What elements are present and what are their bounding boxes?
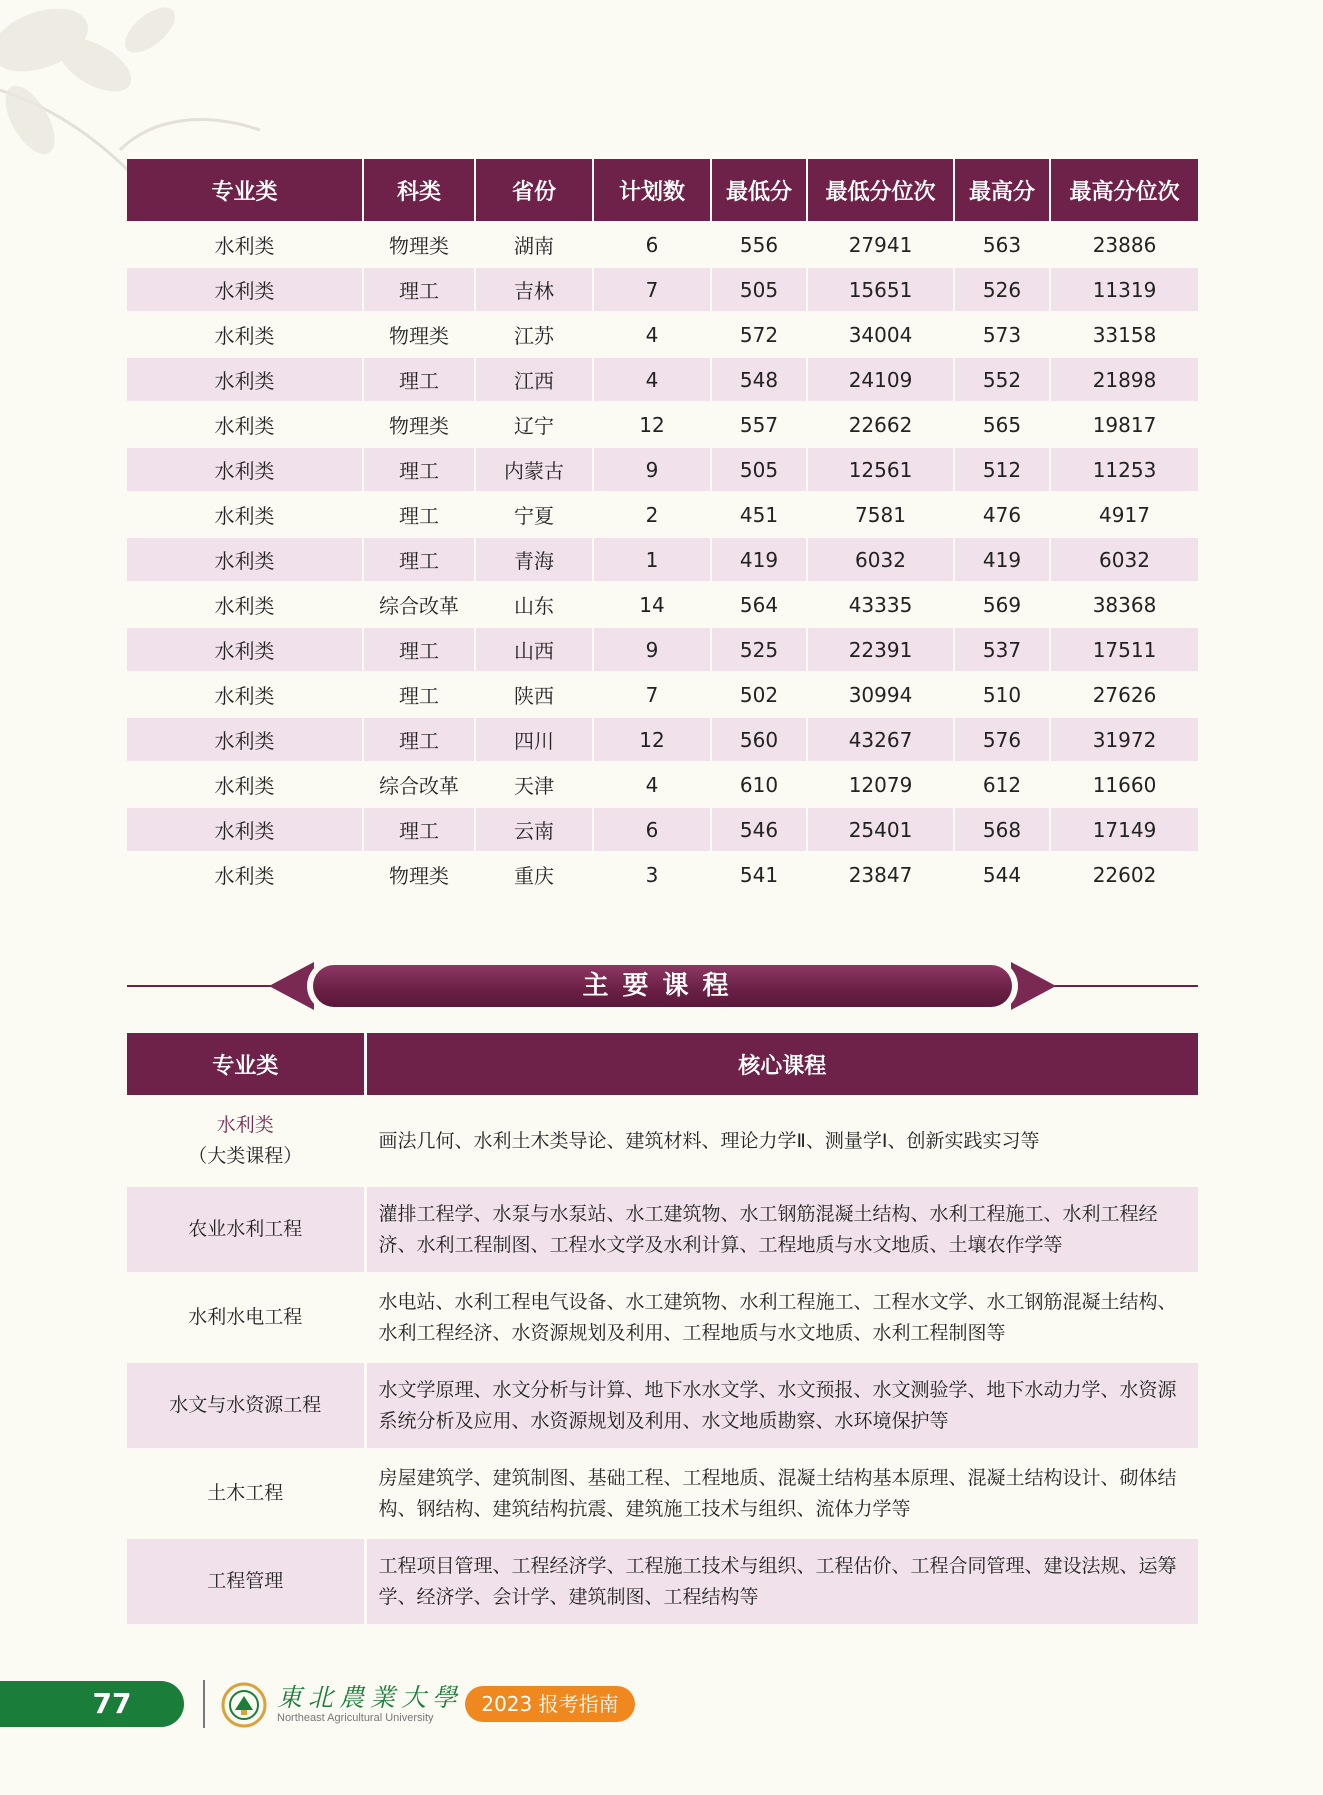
- cell-max-rank: 27626: [1050, 672, 1198, 717]
- cell-plan-count: 12: [593, 717, 711, 762]
- cell-province: 辽宁: [475, 402, 593, 447]
- cell-max-score: 537: [954, 627, 1050, 672]
- admission-row: [127, 492, 1198, 537]
- course-major-cell: [127, 1274, 365, 1362]
- cell-major-category: 水利类: [127, 402, 363, 447]
- cell-province: 四川: [475, 717, 593, 762]
- cell-max-score: 476: [954, 492, 1050, 537]
- cell-max-score: 565: [954, 402, 1050, 447]
- cell-min-rank: 25401: [807, 807, 954, 852]
- cell-plan-count: 7: [593, 267, 711, 312]
- cell-major-category: 水利类: [127, 807, 363, 852]
- cell-min-score: 560: [711, 717, 807, 762]
- cell-max-score: 510: [954, 672, 1050, 717]
- cell-min-rank: 22391: [807, 627, 954, 672]
- cell-major-category: 水利类: [127, 717, 363, 762]
- cell-subject-type: 理工: [363, 717, 475, 762]
- cell-major-category: 水利类: [127, 582, 363, 627]
- cell-subject-type: 物理类: [363, 402, 475, 447]
- cell-major-category: 水利类: [127, 762, 363, 807]
- core-courses-table: [127, 1033, 1198, 1624]
- cell-major-category: 水利类: [127, 852, 363, 896]
- cell-min-score: 572: [711, 312, 807, 357]
- cell-min-rank: 23847: [807, 852, 954, 896]
- course-list-cell: 灌排工程学、水泵与水泵站、水工建筑物、水工钢筋混凝土结构、水利工程施工、水利工程经济、水利工程制图、工程水文学及水利计算、工程地质与水文地质、土壤农作学等: [365, 1186, 1198, 1274]
- cell-plan-count: 2: [593, 492, 711, 537]
- cell-min-score: 505: [711, 447, 807, 492]
- cell-min-score: 541: [711, 852, 807, 896]
- guide-badge: 2023 报考指南: [465, 1686, 635, 1722]
- admission-row: [127, 582, 1198, 627]
- cell-province: 云南: [475, 807, 593, 852]
- cell-plan-count: 4: [593, 312, 711, 357]
- cell-max-score: 573: [954, 312, 1050, 357]
- cell-province: 宁夏: [475, 492, 593, 537]
- cell-max-rank: 21898: [1050, 357, 1198, 402]
- cell-max-rank: 17511: [1050, 627, 1198, 672]
- cell-subject-type: 理工: [363, 267, 475, 312]
- cell-max-rank: 38368: [1050, 582, 1198, 627]
- course-row: [127, 1538, 1198, 1625]
- courses-header-row: [127, 1033, 1198, 1097]
- cell-min-score: 451: [711, 492, 807, 537]
- header-plan-count: 计划数: [593, 159, 711, 222]
- cell-max-rank: 22602: [1050, 852, 1198, 896]
- cell-min-score: 564: [711, 582, 807, 627]
- cell-province: 陕西: [475, 672, 593, 717]
- cell-max-score: 569: [954, 582, 1050, 627]
- cell-plan-count: 9: [593, 447, 711, 492]
- header-core-courses: 核心课程: [365, 1033, 1198, 1097]
- header-min-score: 最低分: [711, 159, 807, 222]
- cell-province: 重庆: [475, 852, 593, 896]
- cell-max-rank: 33158: [1050, 312, 1198, 357]
- course-list-cell: 水文学原理、水文分析与计算、地下水水文学、水文预报、水文测验学、地下水动力学、水资源系统分析及应用、水资源规划及利用、水文地质勘察、水环境保护等: [365, 1362, 1198, 1450]
- course-major-cell: [127, 1097, 365, 1186]
- cell-major-category: 水利类: [127, 447, 363, 492]
- cell-max-score: 552: [954, 357, 1050, 402]
- course-row: [127, 1274, 1198, 1362]
- cell-max-score: 526: [954, 267, 1050, 312]
- cell-min-rank: 43335: [807, 582, 954, 627]
- cell-min-rank: 7581: [807, 492, 954, 537]
- course-major-name: 水利类: [216, 1114, 274, 1136]
- cell-max-rank: 17149: [1050, 807, 1198, 852]
- cell-min-rank: 15651: [807, 267, 954, 312]
- header-province: 省份: [475, 159, 593, 222]
- cell-max-rank: 4917: [1050, 492, 1198, 537]
- cell-min-rank: 22662: [807, 402, 954, 447]
- cell-subject-type: 理工: [363, 357, 475, 402]
- page-number: 77: [0, 1681, 184, 1727]
- cell-max-score: 512: [954, 447, 1050, 492]
- header-max-rank: 最高分位次: [1050, 159, 1198, 222]
- cell-max-score: 568: [954, 807, 1050, 852]
- cell-subject-type: 物理类: [363, 852, 475, 896]
- course-major-cell: [127, 1362, 365, 1450]
- cell-major-category: 水利类: [127, 627, 363, 672]
- heading-rule-right: [1048, 985, 1198, 987]
- cell-province: 内蒙古: [475, 447, 593, 492]
- cell-max-score: 544: [954, 852, 1050, 896]
- cell-subject-type: 综合改革: [363, 582, 475, 627]
- admission-row: [127, 852, 1198, 896]
- course-major-cell: [127, 1538, 365, 1625]
- cell-max-rank: 31972: [1050, 717, 1198, 762]
- course-major-cell: [127, 1450, 365, 1538]
- cell-plan-count: 9: [593, 627, 711, 672]
- footer-divider: [203, 1680, 205, 1728]
- cell-province: 湖南: [475, 222, 593, 267]
- admission-row: [127, 627, 1198, 672]
- cell-min-rank: 34004: [807, 312, 954, 357]
- admission-row: [127, 312, 1198, 357]
- cell-min-score: 419: [711, 537, 807, 582]
- course-list-cell: 画法几何、水利土木类导论、建筑材料、理论力学Ⅱ、测量学Ⅰ、创新实践实习等: [365, 1097, 1198, 1186]
- university-name-en: Northeast Agricultural University: [277, 1712, 434, 1724]
- header-min-rank: 最低分位次: [807, 159, 954, 222]
- header-max-score: 最高分: [954, 159, 1050, 222]
- cell-province: 吉林: [475, 267, 593, 312]
- cell-subject-type: 理工: [363, 807, 475, 852]
- course-list-cell: 水电站、水利工程电气设备、水工建筑物、水利工程施工、工程水文学、水工钢筋混凝土结构、水利工程经济、水资源规划及利用、工程地质与水文地质、水利工程制图等: [365, 1274, 1198, 1362]
- cell-subject-type: 理工: [363, 492, 475, 537]
- admission-header-row: [127, 159, 1198, 222]
- cell-province: 青海: [475, 537, 593, 582]
- cell-max-rank: 19817: [1050, 402, 1198, 447]
- cell-plan-count: 6: [593, 807, 711, 852]
- cell-max-score: 419: [954, 537, 1050, 582]
- admission-row: [127, 222, 1198, 267]
- cell-province: 天津: [475, 762, 593, 807]
- cell-subject-type: 理工: [363, 537, 475, 582]
- cell-plan-count: 4: [593, 357, 711, 402]
- cell-major-category: 水利类: [127, 537, 363, 582]
- cell-plan-count: 1: [593, 537, 711, 582]
- cell-max-score: 563: [954, 222, 1050, 267]
- cell-min-score: 525: [711, 627, 807, 672]
- cell-max-rank: 11319: [1050, 267, 1198, 312]
- header-subject-type: 科类: [363, 159, 475, 222]
- cell-subject-type: 理工: [363, 672, 475, 717]
- cell-province: 山西: [475, 627, 593, 672]
- cell-min-score: 502: [711, 672, 807, 717]
- cell-major-category: 水利类: [127, 312, 363, 357]
- course-major-name: 农业水利工程: [188, 1218, 303, 1240]
- admission-row: [127, 807, 1198, 852]
- cell-min-score: 557: [711, 402, 807, 447]
- course-major-name: 工程管理: [207, 1570, 284, 1592]
- course-list-cell: 房屋建筑学、建筑制图、基础工程、工程地质、混凝土结构基本原理、混凝土结构设计、砌体结构、钢结构、建筑结构抗震、建筑施工技术与组织、流体力学等: [365, 1450, 1198, 1538]
- cell-subject-type: 物理类: [363, 312, 475, 357]
- admission-row: [127, 672, 1198, 717]
- cell-subject-type: 物理类: [363, 222, 475, 267]
- course-row: [127, 1450, 1198, 1538]
- course-row: [127, 1097, 1198, 1186]
- cell-min-rank: 24109: [807, 357, 954, 402]
- cell-province: 江西: [475, 357, 593, 402]
- cell-max-rank: 23886: [1050, 222, 1198, 267]
- cell-subject-type: 综合改革: [363, 762, 475, 807]
- cell-plan-count: 4: [593, 762, 711, 807]
- course-row: [127, 1362, 1198, 1450]
- header-major-category: 专业类: [127, 159, 363, 222]
- university-seal-icon: [221, 1682, 267, 1728]
- cell-max-score: 612: [954, 762, 1050, 807]
- course-major-name: 水文与水资源工程: [169, 1394, 322, 1416]
- cell-min-score: 548: [711, 357, 807, 402]
- cell-min-rank: 6032: [807, 537, 954, 582]
- course-row: [127, 1186, 1198, 1274]
- course-major-name: 土木工程: [207, 1482, 284, 1504]
- cell-min-rank: 27941: [807, 222, 954, 267]
- cell-major-category: 水利类: [127, 672, 363, 717]
- cell-major-category: 水利类: [127, 492, 363, 537]
- admission-row: [127, 357, 1198, 402]
- cell-min-rank: 12079: [807, 762, 954, 807]
- course-major-subtitle: （大类课程）: [188, 1145, 303, 1167]
- cell-min-score: 546: [711, 807, 807, 852]
- cell-province: 山东: [475, 582, 593, 627]
- cell-max-rank: 11660: [1050, 762, 1198, 807]
- course-major-cell: [127, 1186, 365, 1274]
- admission-row: [127, 537, 1198, 582]
- admission-row: [127, 267, 1198, 312]
- cell-min-score: 610: [711, 762, 807, 807]
- cell-plan-count: 12: [593, 402, 711, 447]
- admission-row: [127, 447, 1198, 492]
- cell-major-category: 水利类: [127, 267, 363, 312]
- cell-plan-count: 7: [593, 672, 711, 717]
- cell-plan-count: 6: [593, 222, 711, 267]
- cell-province: 江苏: [475, 312, 593, 357]
- admission-row: [127, 717, 1198, 762]
- course-major-name: 水利水电工程: [188, 1306, 303, 1328]
- university-name-cn: 東北農業大學: [277, 1683, 464, 1712]
- admission-row: [127, 762, 1198, 807]
- cell-max-rank: 11253: [1050, 447, 1198, 492]
- cell-min-rank: 12561: [807, 447, 954, 492]
- cell-major-category: 水利类: [127, 222, 363, 267]
- admission-score-table: [127, 159, 1198, 896]
- cell-plan-count: 3: [593, 852, 711, 896]
- cell-subject-type: 理工: [363, 447, 475, 492]
- cell-max-score: 576: [954, 717, 1050, 762]
- cell-min-rank: 30994: [807, 672, 954, 717]
- cell-min-rank: 43267: [807, 717, 954, 762]
- cell-plan-count: 14: [593, 582, 711, 627]
- cell-subject-type: 理工: [363, 627, 475, 672]
- admission-row: [127, 402, 1198, 447]
- cell-min-score: 556: [711, 222, 807, 267]
- course-list-cell: 工程项目管理、工程经济学、工程施工技术与组织、工程估价、工程合同管理、建设法规、运筹学、经济学、会计学、建筑制图、工程结构等: [365, 1538, 1198, 1625]
- heading-rule-left: [127, 985, 277, 987]
- cell-max-rank: 6032: [1050, 537, 1198, 582]
- cell-major-category: 水利类: [127, 357, 363, 402]
- section-title: 主要课程: [313, 965, 1012, 1007]
- section-heading: [127, 960, 1198, 1012]
- cell-min-score: 505: [711, 267, 807, 312]
- header-major: 专业类: [127, 1033, 365, 1097]
